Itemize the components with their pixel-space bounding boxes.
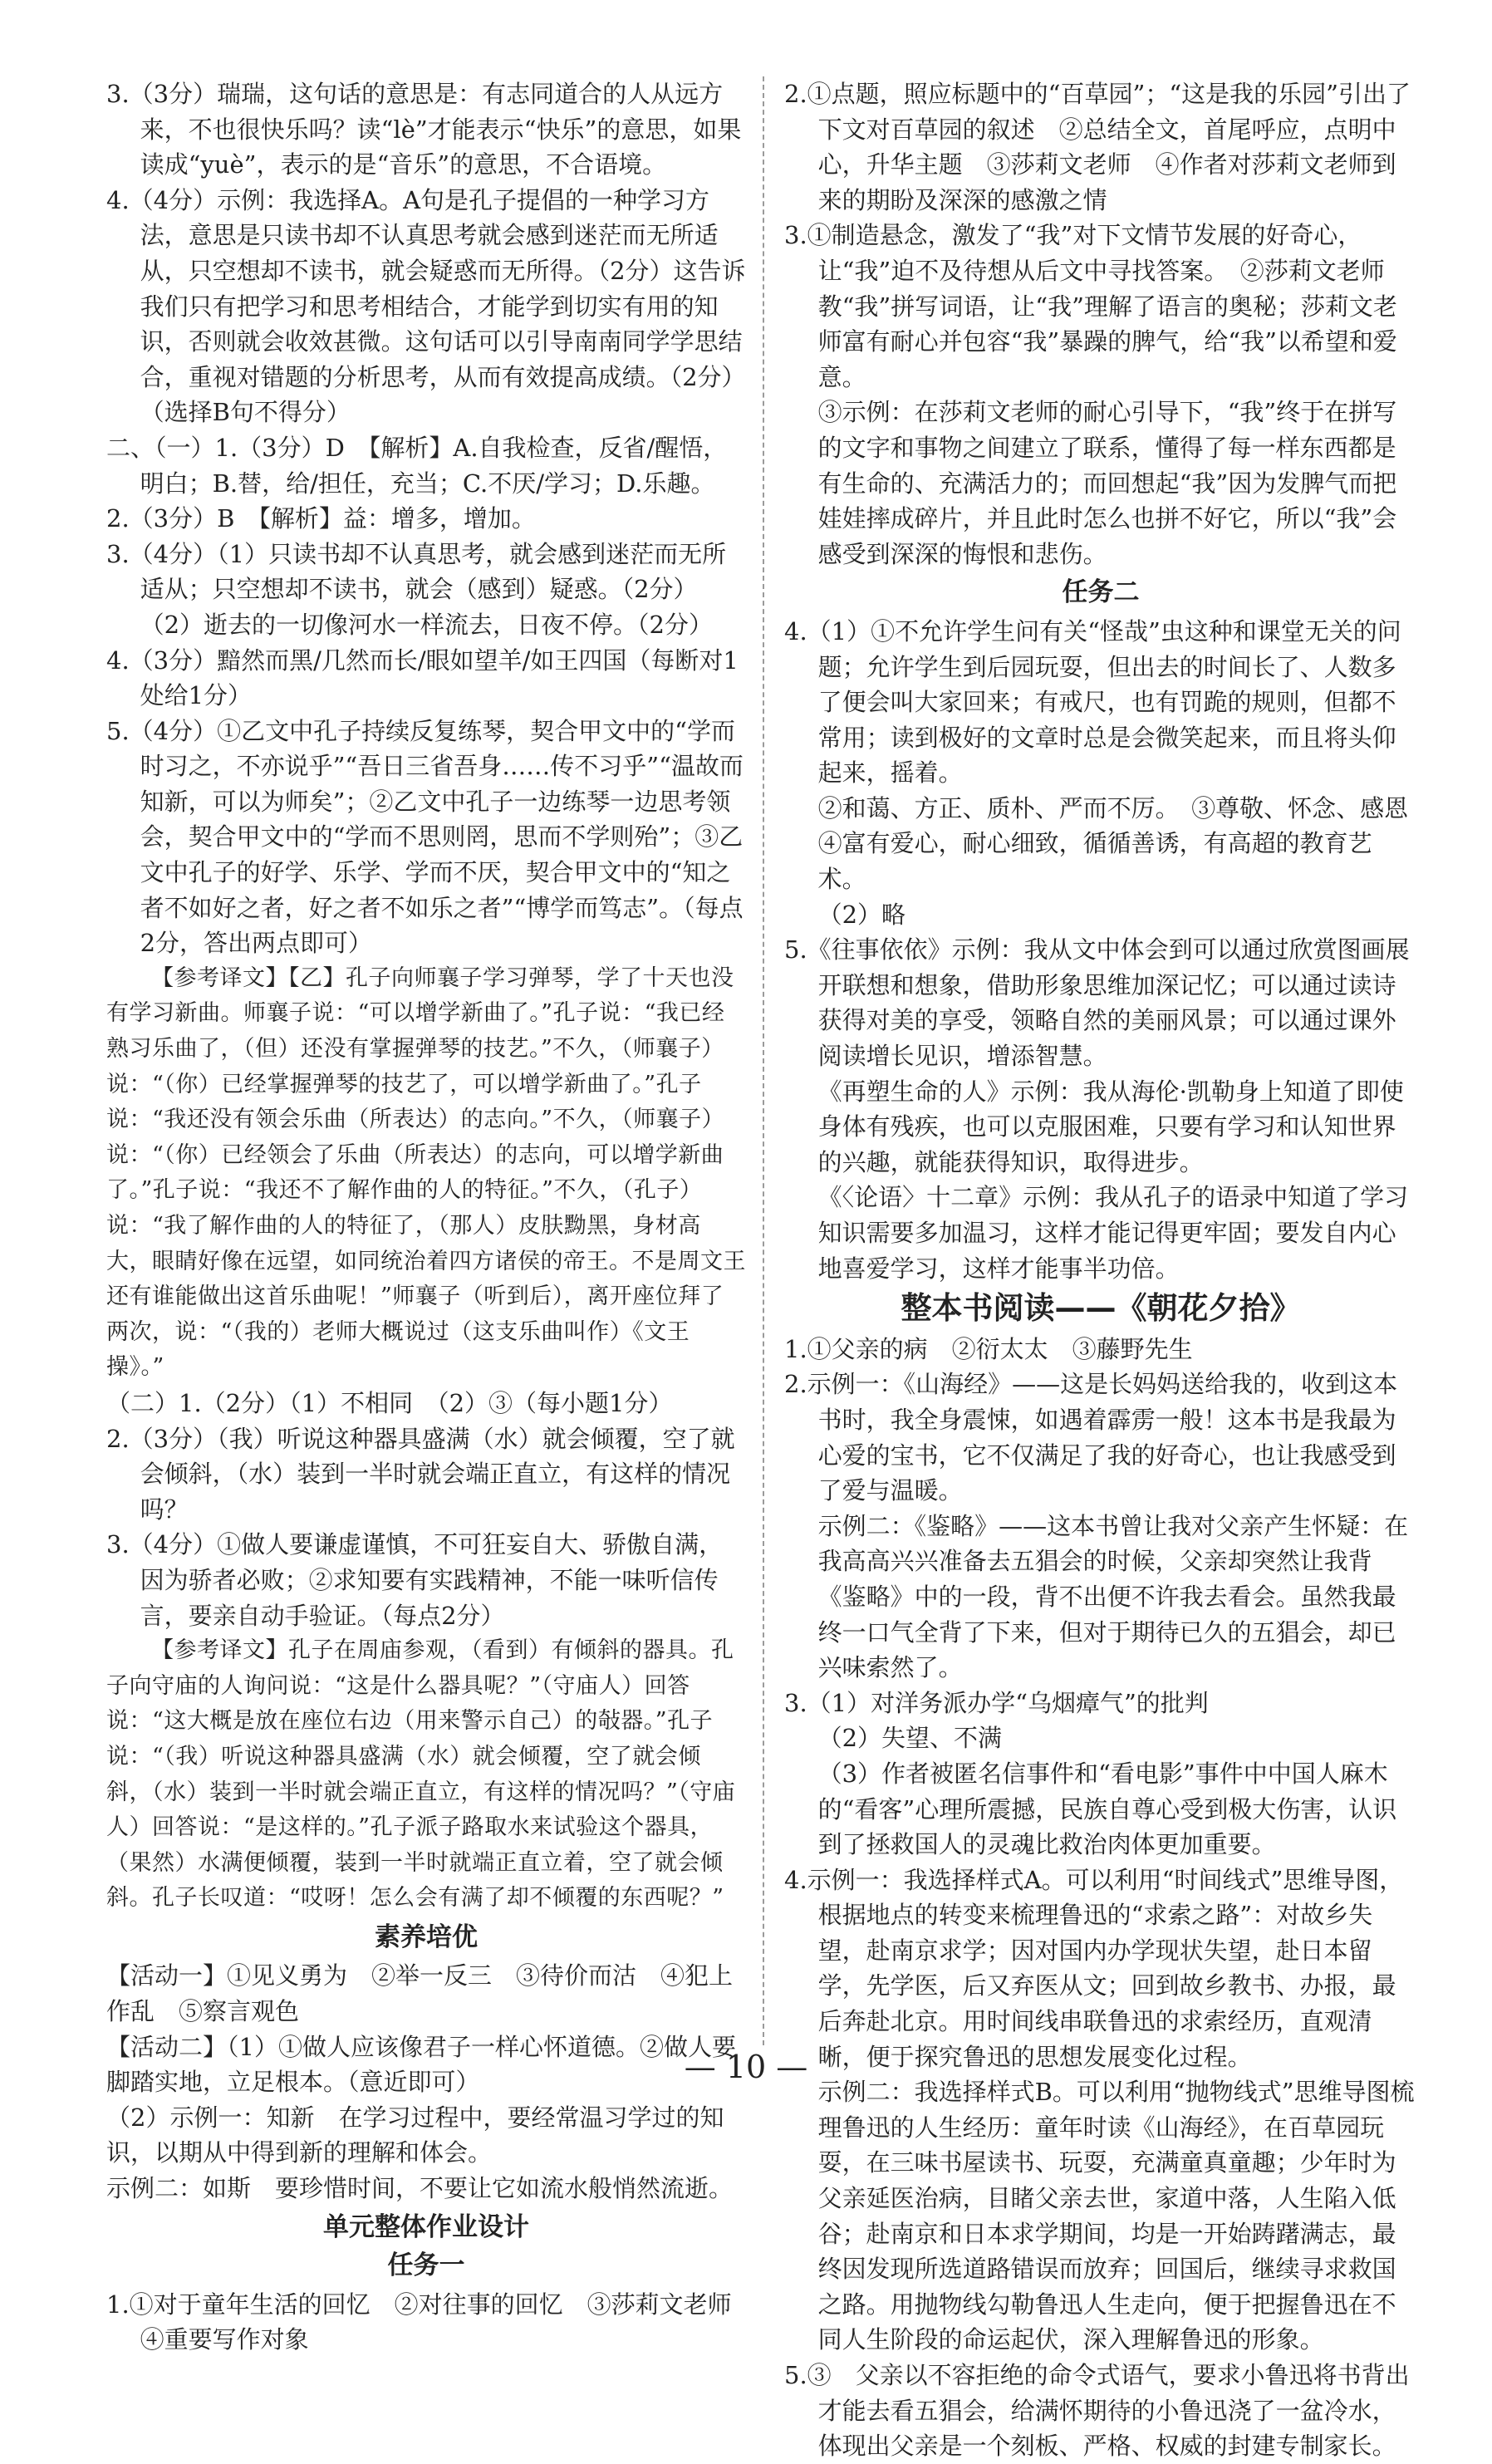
answer-subitem: 《再塑生命的人》示例：我从海伦·凯勒身上知道了即使身体有残疾，也可以克服困难，只要有学习和认知世界的兴趣，就能获得知识，取得进步。 (817, 1077, 1404, 1176)
answer-item: （二）1.（2分）（1）不相同 （2）③（每小题1分） (106, 1388, 673, 1417)
answer-item: 4.（4分）示例：我选择A。A句是孔子提倡的一种学习方法，意思是只读书却不认真思考就会感到迷茫而无所适从，只空想却不读书，就会疑惑而无所得。（2分）这告诉我们只有把学习和思考相结合，才能学到切实有用的知识，否则就会收效甚微。这句话可以引导南南同学学思结合，重视对错题的分析思考，从而有效提高成绩。（2分）（选择B句不得分） (106, 185, 746, 427)
answer-item: 1.①父亲的病 ②衍太太 ③藤野先生 (784, 1334, 1193, 1363)
answer-item: 【活动二】（1）①做人应该像君子一样心怀道德。②做人要脚踏实地，立足根本。（意近即可） (106, 2032, 736, 2097)
section-heading: 任务一 (387, 2250, 465, 2281)
left-column (106, 76, 756, 2358)
answer-subitem: 《〈论语〉十二章》示例：我从孔子的语录中知道了学习知识需要多加温习，这样才能记得更牢固；要发自内心地喜爱学习，这样才能事半功倍。 (817, 1183, 1409, 1283)
reference-translation: 【参考译文】孔子在周庙参观，（看到）有倾斜的器具。孔子向守庙的人询问说：“这是什么器具呢？”（守庙人）回答说：“这大概是放在座位右边（用来警示自己）的敧器。”孔子说：“（我）听说这种器具盛满（水）就会倾覆，空了就会倾斜，（水）装到一半时就会端正直立，有这样的情况吗？”（守庙人）回答说：“是这样的。”孔子派子路取水来试验这个器具，（果然）水满便倾覆，装到一半时就端正直立着，空了就会倾斜。孔子长叹道：“哎呀！怎么会有满了却不倾覆的东西呢？” (106, 1637, 736, 1912)
answer-item: 二、（一）1.（3分）D 【解析】A.自我检查，反省/醒悟，明白；B.替，给/担任，充当；C.不厌/学习；D.乐趣。 (106, 433, 728, 498)
answer-item: 3.（3分）瑞瑞，这句话的意思是：有志同道合的人从远方来，不也很快乐吗？读“lè”才能表示“快乐”的意思，如果读成“yuè”，表示的是“音乐”的意思，不合语境。 (106, 80, 742, 179)
answer-item: 5.《往事依依》示例：我从文中体会到可以通过欣赏图画展开联想和想象，借助形象思维加深记忆；可以通过读诗获得对美的享受，领略自然的美丽风景；可以通过课外阅读增长见识，增添智慧。 (784, 935, 1410, 1071)
answer-item: 2.（3分）B 【解析】益：增多，增加。 (106, 504, 536, 533)
answer-subitem: （2）略 (817, 900, 906, 929)
answer-item: 4.示例一：我选择样式A。可以利用“时间线式”思维导图，根据地点的转变来梳理鲁迅的“求索之路”：对故乡失望，赴南京求学；因对国内办学现状失望，赴日本留学，先学医，后又弃医从文；回到故乡教书、办报，最后奔赴北京。用时间线串联鲁迅的求索经历，直观清晰，便于探究鲁迅的思想发展变化过程。 (784, 1865, 1404, 2071)
answer-item: 5.（4分）①乙文中孔子持续反复练琴，契合甲文中的“学而时习之，不亦说乎”“吾日三省吾身……传不习乎”“温故而知新，可以为师矣”；②乙文中孔子一边练琴一边思考领会，契合甲文中的“学而不思则罔，思而不学则殆”；③乙文中孔子的好学、乐学、学而不厌，契合甲文中的“知之者不如好之者，好之者不如乐之者”“博学而笃志”。（每点2分，答出两点即可） (106, 716, 744, 958)
answer-item: 4.（1）①不允许学生问有关“怪哉”虫这种和课堂无关的问题；允许学生到后园玩耍，但出去的时间长了、人数多了便会叫大家回来；有戒尺，也有罚跪的规则，但都不常用；读到极好的文章时总是会微笑起来，而且将头仰起来，摇着。 (784, 616, 1401, 788)
answer-item: 3.（4分）（1）只读书却不认真思考，就会感到迷茫而无所适从；只空想却不读书，就会（感到）疑惑。（2分） (106, 539, 727, 604)
right-column (784, 76, 1417, 2464)
reference-translation: 【参考译文】【乙】孔子向师襄子学习弹琴，学了十天也没有学习新曲。师襄子说：“可以增学新曲了。”孔子说：“我已经熟习乐曲了，（但）还没有掌握弹琴的技艺。”不久，（师襄子）说：“（你）已经掌握弹琴的技艺了，可以增学新曲了。”孔子说：“我还没有领会乐曲（所表达）的志向。”不久，（师襄子）说：“（你）已经领会了乐曲（所表达）的志向，可以增学新曲了。”孔子说：“我还不了解作曲的人的特征。”不久，（孔子）说：“我了解作曲的人的特征了，（那人）皮肤黝黑，身材高大，眼睛好像在远望，如同统治着四方诸侯的帝王。不是周文王还有谁能做出这首乐曲呢！”师襄子（听到后），离开座位拜了两次，说：“（我的）老师大概说过（这支乐曲叫作）《文王操》。” (106, 964, 746, 1381)
answer-subitem: （2）逝去的一切像河水一样流去，日夜不停。（2分） (140, 610, 713, 639)
answer-item: 2.示例一：《山海经》——这是长妈妈送给我的，收到这本书时，我全身震悚，如遇着霹雳一般！这本书是我最为心爱的宝书，它不仅满足了我的好奇心，也让我感受到了爱与温暖。 (784, 1370, 1398, 1505)
answer-subitem: 示例二：我选择样式B。可以利用“抛物线式”思维导图梳理鲁迅的人生经历：童年时读《山海经》，在百草园玩耍，在三味书屋读书、玩耍，充满童真童趣；少年时为父亲延医治病，目睹父亲去世，家道中落，人生陷入低谷；赴南京和日本求学期间，均是一开始踌躇满志，最终因发现所选道路错误而放弃；回国后，继续寻求救国之路。用抛物线勾勒鲁迅人生走向，便于把握鲁迅在不同人生阶段的命运起伏，深入理解鲁迅的形象。 (817, 2078, 1415, 2354)
answer-subitem: ②和蔼、方正、质朴、严而不厉。 ③尊敬、怀念、感恩 (817, 793, 1409, 822)
answer-item: 示例二：如斯 要珍惜时间，不要让它如流水般悄然流逝。 (106, 2174, 734, 2203)
section-heading-main: 整本书阅读——《朝花夕拾》 (901, 1290, 1301, 1327)
answer-item: 【活动一】①见义勇为 ②举一反三 ③待价而沽 ④犯上作乱 ⑤察言观色 (106, 1961, 734, 2026)
answer-item: 3.（1）对洋务派办学“乌烟瘴气”的批判 (784, 1688, 1209, 1717)
answer-item: 3.①制造悬念，激发了“我”对下文情节发展的好奇心，让“我”迫不及待想从后文中寻找答案。 ②莎莉文老师教“我”拼写词语，让“我”理解了语言的奥秘；莎莉文老师富有耐心并包容“我”暴躁的脾气，给“我”以希望和爱意。 (784, 221, 1397, 391)
answer-item: 4.（3分）黯然而黑/几然而长/眼如望羊/如王四国（每断对1处给1分） (106, 645, 739, 710)
answer-subitem: ③示例：在莎莉文老师的耐心引导下，“我”终于在拼写的文字和事物之间建立了联系，懂得了每一样东西都是有生命的、充满活力的；而回想起“我”因为发脾气而把娃娃摔成碎片，并且此时怎么也拼不好它，所以“我”会感受到深深的悔恨和悲伤。 (817, 398, 1397, 568)
page-number: — 10 — (684, 2049, 808, 2085)
section-heading: 单元整体作业设计 (323, 2211, 529, 2242)
answer-item: 2.（3分）（我）听说这种器具盛满（水）就会倾覆，空了就会倾斜，（水）装到一半时就会端正直立，有这样的情况吗？ (106, 1424, 735, 1524)
answer-subitem: 示例二：《鉴略》——这本书曾让我对父亲产生怀疑：在我高高兴兴准备去五猖会的时候，父亲却突然让我背《鉴略》中的一段，背不出便不许我去看会。虽然我最终一口气全背了下来，但对于期待已久的五猖会，却已兴味索然了。 (817, 1511, 1409, 1682)
answer-subitem: （3）作者被匿名信事件和“看电影”事件中中国人麻木的“看客”心理所震撼，民族自尊心受到极大伤害，认识到了拯救国人的灵魂比救治肉体更加重要。 (817, 1759, 1397, 1859)
answer-item: 2.①点题，照应标题中的“百草园”；“这是我的乐园”引出了下文对百草园的叙述 ②总结全文，首尾呼应，点明中心，升华主题 ③莎莉文老师 ④作者对莎莉文老师到来的期盼及深深的感激之情 (784, 80, 1411, 214)
answer-subitem: （2）失望、不满 (817, 1724, 1003, 1753)
answer-subitem: ④富有爱心，耐心细致，循循善诱，有高超的教育艺术。 (817, 829, 1372, 894)
column-divider (763, 76, 764, 2045)
section-heading: 任务二 (1062, 577, 1140, 608)
answer-item: （2）示例一：知新 在学习过程中，要经常温习学过的知识，以期从中得到新的理解和体会。 (106, 2103, 724, 2167)
answer-item: 3.（4分）①做人要谦虚谨慎，不可狂妄自大、骄傲自满，因为骄者必败；②求知要有实践精神，不能一味听信传言，要亲自动手验证。（每点2分） (106, 1530, 724, 1630)
answer-item: 5.③ 父亲以不容拒绝的命令式语气，要求小鲁迅将书背出才能去看五猖会，给满怀期待的小鲁迅浇了一盆冷水，体现出父亲是一个刻板、严格、权威的封建专制家长。 (784, 2361, 1410, 2461)
answer-item: 1.①对于童年生活的回忆 ②对往事的回忆 ③莎莉文老师 ④重要写作对象 (106, 2290, 756, 2354)
section-heading: 素养培优 (375, 1922, 478, 1952)
